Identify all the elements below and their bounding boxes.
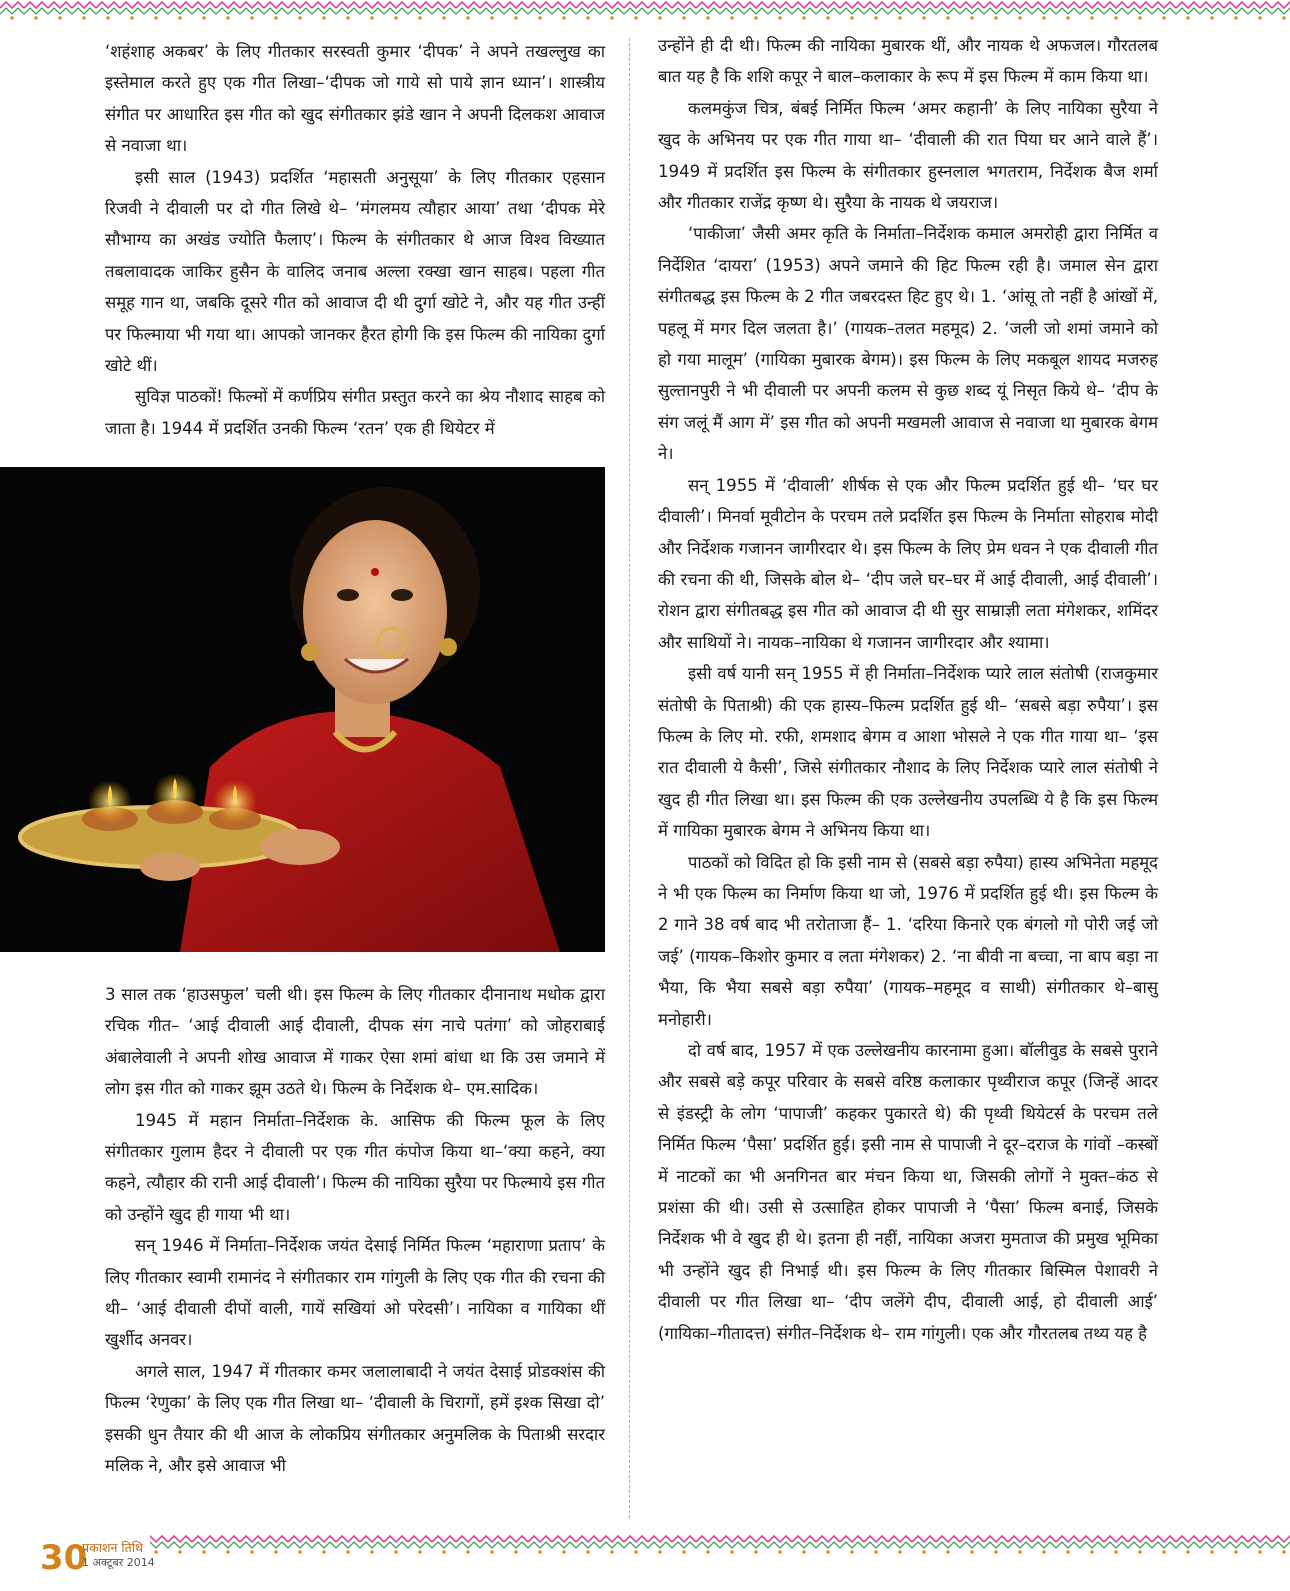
right-column [658, 30, 1158, 1349]
paragraph: 1945 में महान निर्माता–निर्देशक के. आसिफ की फिल्म फूल के लिए संगीतकार गुलाम हैदर ने दीवाली पर एक गीत कंपोज किया था–‘क्या कहने, क्या कहने, त्यौहार की रानी आई दीवाली’। फिल्म की नायिका सुरैया पर फिल्माये इस गीत को उन्होंने खुद ही गाया भी था। [105, 1110, 605, 1224]
publication-date: 1 अक्टूबर 2014 [82, 1556, 155, 1569]
paragraph: इसी वर्ष यानी सन् 1955 में ही निर्माता–निर्देशक प्यारे लाल संतोषी (राजकुमार संतोषी के पिताश्री) की एक हास्य–फिल्म प्रदर्शित हुई थी– ‘सबसे बड़ा रुपैया’। इस फिल्म के लिए मो. रफी, शमशाद बेगम व आशा भोसले ने एक गीत गाया था– ‘इस रात दीवाली ये कैसी’, जिसे संगीतकार नौशाद के लिए निर्देशक प्यारे लाल संतोषी ने खुद ही गीत लिखा था। इस फिल्म की एक उल्लेखनीय उपलब्धि ये है कि इस फिल्म में गायिका मुबारक बेगम ने अभिनय किया था। [658, 664, 1158, 841]
bottom-decorative-border [0, 1534, 1290, 1556]
column-divider [629, 38, 630, 1518]
paragraph: उन्होंने ही दी थी। फिल्म की नायिका मुबारक थीं, और नायक थे अफजल। गौरतलब बात यह है कि शशि कपूर ने बाल–कलाकार के रूप में इस फिल्म में काम किया था। [658, 36, 1158, 87]
left-column-bottom [105, 979, 605, 1482]
paragraph: सन् 1946 में निर्माता–निर्देशक जयंत देसाई निर्मित फिल्म ‘महाराणा प्रताप’ के लिए गीतकार स्वामी रामानंद ने संगीतकार राम गांगुली के लिए एक गीत की रचना की थी– ‘आई दीवाली दीपों वाली, गायें सखियां ओ परेदसी’। नायिका व गायिका थीं खुर्शीद अनवर। [105, 1236, 605, 1350]
photo-illustration [0, 467, 605, 952]
rangoli-border-bottom [0, 1534, 1290, 1556]
paragraph: ‘पाकीजा’ जैसी अमर कृति के निर्माता–निर्देशक कमाल अमरोही द्वारा निर्मित व निर्देशित ‘दायरा’ (1953) अपने जमाने की हिट फिल्म रही है। जमाल सेन द्वारा संगीतबद्ध इस फिल्म के 2 गीत जबरदस्त हिट हुए थे। 1. ‘आंसू तो नहीं है आंखों में, पहलू में मगर दिल जलता है।’ (गायक–तलत महमूद) 2. ‘जली जो शमां जमाने को हो गया मालूम’ (गायिका मुबारक बेगम)। इस फिल्म के लिए मकबूल शायद मजरुह सुल्तानपुरी ने भी दीवाली पर अपनी कलम से कुछ शब्द यूं निसृत किये थे– ‘दीप के संग जलूं मैं आग में’ इस गीत को अपनी मखमली आवाज से नवाजा था मुबारक बेगम ने। [658, 224, 1158, 464]
left-column-top [105, 36, 605, 444]
rangoli-border-top [0, 0, 1290, 22]
paragraph: दो वर्ष बाद, 1957 में एक उल्लेखनीय कारनामा हुआ। बॉलीवुड के सबसे पुराने और सबसे बड़े कपूर परिवार के सबसे वरिष्ठ कलाकार पृथ्वीराज कपूर (जिन्हें आदर से इंडस्ट्री के लोग ‘पापाजी’ कहकर पुकारते थे) की पृथ्वी थियेटर्स के परचम तले निर्मित फिल्म ‘पैसा’ प्रदर्शित हुई। इसी नाम से पापाजी ने दूर–दराज के गांवों –कस्बों में नाटकों का भी अनगिनत बार मंचन किया था, जिसकी लोगों ने मुक्त–कंठ से प्रशंसा की थी। उसी से उत्साहित होकर पापाजी ने ‘पैसा’ फिल्म बनाई, जिसके निर्देशक भी वे खुद ही थे। इतना ही नहीं, नायिका अजरा मुमताज की प्रमुख भूमिका भी उन्होंने खुद ही निभाई थी। इस फिल्म के लिए गीतकार बिस्मिल पेशावरी ने दीवाली पर गीत लिखा था– ‘दीप जलेंगे दीप, दीवाली आई, हो दीवाली आई’ (गायिका–गीतादत्त) संगीत–निर्देशक थे– राम गांगुली। एक और गौरतलब तथ्य यह है [658, 1041, 1158, 1343]
face [303, 520, 447, 704]
paragraph: ‘शहंशाह अकबर’ के लिए गीतकार सरस्वती कुमार ‘दीपक’ ने अपने तखल्लुख का इस्तेमाल करते हुए एक गीत लिखा–‘दीपक जो गाये सो पाये ज्ञान ध्यान’। शास्त्रीय संगीत पर आधारित इस गीत को खुद संगीतकार झंडे खान ने अपनी दिलकश आवाज से नवाजा था। [105, 42, 605, 156]
paragraph: सुविज्ञ पाठकों! फिल्मों में कर्णप्रिय संगीत प्रस्तुत करने का श्रेय नौशाद साहब को जाता है। 1944 में प्रदर्शित उनकी फिल्म ‘रतन’ एक ही थियेटर में [105, 387, 605, 438]
page-number: 30 [40, 1538, 88, 1578]
paragraph: सन् 1955 में ‘दीवाली’ शीर्षक से एक और फिल्म प्रदर्शित हुई थी– ‘घर घर दीवाली’। मिनर्वा मूवीटोन के परचम तले प्रदर्शित इस फिल्म के निर्माता सोहराब मोदी और निर्देशक गजानन जागीरदार थे। इस फिल्म के लिए प्रेम धवन ने एक दीवाली गीत की रचना की थी, जिसके बोल थे– ‘दीप जले घर–घर में आई दीवाली, आई दीवाली’। रोशन द्वारा संगीतबद्ध इस गीत को आवाज दी थी सुर साम्राज्ञी लता मंगेशकर, शमिंदर और साथियों ने। नायक–नायिका थे गजानन जागीरदार और श्यामा। [658, 475, 1158, 652]
top-decorative-border [0, 0, 1290, 22]
paragraph: कलमकुंज चित्र, बंबई निर्मित फिल्म ‘अमर कहानी’ के लिए नायिका सुरैया ने खुद के अभिनय पर एक गीत गाया था– ‘दीवाली की रात पिया घर आने वाले हैं’। 1949 में प्रदर्शित इस फिल्म के संगीतकार हुस्नलाल भगतराम, निर्देशक बैज शर्मा और गीतकार राजेंद्र कृष्ण थे। सुरैया के नायक थे जयराज। [658, 98, 1158, 213]
paragraph: इसी साल (1943) प्रदर्शित ‘महासती अनुसूया’ के लिए गीतकार एहसान रिजवी ने दीवाली पर दो गीत लिखे थे– ‘मंगलमय त्यौहार आया’ तथा ‘दीपक मेरे सौभाग्य का अखंड ज्योति फैलाए’। फिल्म के संगीतकार थे आज विश्व विख्यात तबलावादक जाकिर हुसैन के वालिद जनाब अल्ला रक्खा खान साहब। पहला गीत समूह गान था, जबकि दूसरे गीत को आवाज दी थी दुर्गा खोटे ने, और यह गीत उन्हीं पर फिल्माया भी गया था। आपको जानकर हैरत होगी कि इस फिल्म की नायिका दुर्गा खोटे थीं। [105, 167, 605, 376]
paragraph: पाठकों को विदित हो कि इसी नाम से (सबसे बड़ा रुपैया) हास्य अभिनेता महमूद ने भी एक फिल्म का निर्माण किया था जो, 1976 में प्रदर्शित हुई थी। इस फिल्म के 2 गाने 38 वर्ष बाद भी तरोताजा हैं– 1. ‘दरिया किनारे एक बंगलो गो पोरी जई जो जई’ (गायक–किशोर कुमार व लता मंगेशकर) 2. ‘ना बीवी ना बच्चा, ना बाप बड़ा ना भैया, कि भैया सबसे बड़ा रुपैया’ (गायक–महमूद व साथी) संगीतकार थे–बासु मनोहारी। [658, 852, 1158, 1029]
paragraph: अगले साल, 1947 में गीतकार कमर जलालाबादी ने जयंत देसाई प्रोडक्शंस की फिल्म ‘रेणुका’ के लिए एक गीत लिखा था– ‘दीवाली के चिरागों, हमें इश्क सिखा दो’ इसकी धुन तैयार की थी आज के लोकप्रिय संगीतकार अनुमलिक के पिताश्री सरदार मलिक ने, और इसे आवाज भी [105, 1361, 605, 1476]
paragraph: 3 साल तक ‘हाउसफुल’ चली थी। इस फिल्म के लिए गीतकार दीनानाथ मधोक द्वारा रचिक गीत– ‘आई दीवाली आई दीवाली, दीपक संग नाचे पतंगा’ को जोहराबाई अंबालेवाली ने अपनी शोख आवाज में गाकर ऐसा शमां बांधा था कि उस जमाने में लोग इस गीत को गाकर झूम उठते थे। फिल्म के निर्देशक थे– एम.सादिक। [105, 985, 605, 1099]
publication-date-label: प्रकाशन तिथि [82, 1540, 143, 1555]
diwali-woman-photo [0, 467, 605, 952]
